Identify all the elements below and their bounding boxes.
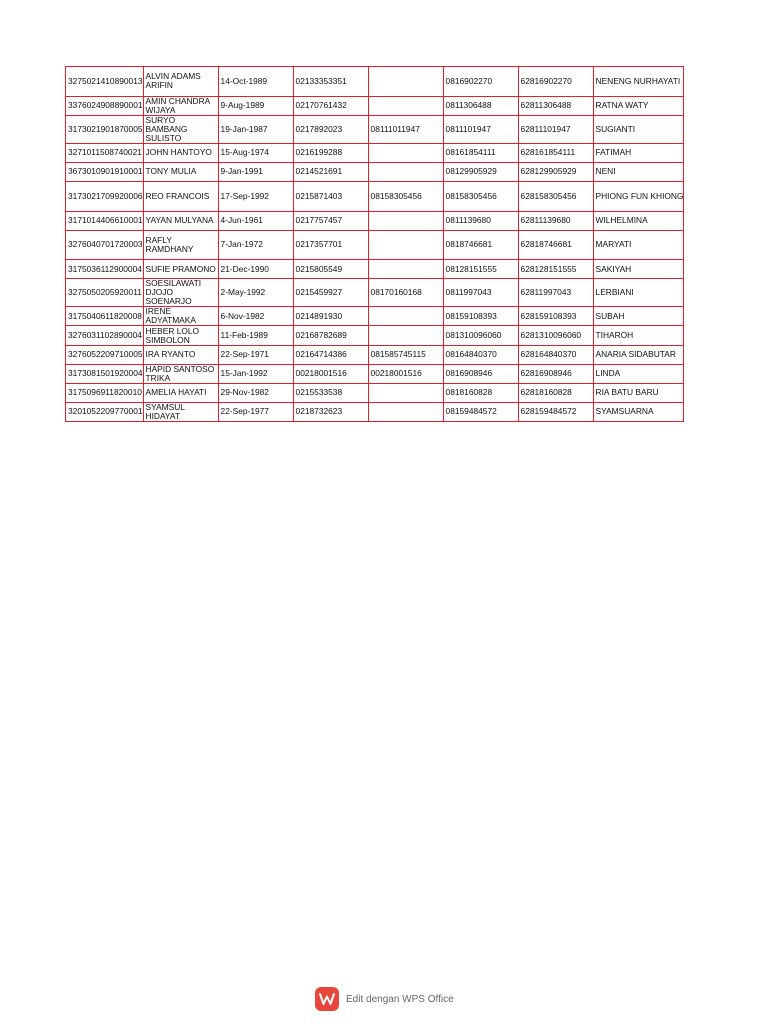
table-row xyxy=(66,345,684,364)
cell-name: YAYAN MULYANA xyxy=(143,211,218,230)
cell-mother-name: SYAMSUARNA xyxy=(593,402,684,421)
cell-birth-date: 17-Sep-1992 xyxy=(218,181,293,211)
w-glyph-icon xyxy=(319,992,335,1006)
cell-phone-home: 00218001516 xyxy=(293,364,368,383)
cell-mobile: 081310096060 xyxy=(443,326,518,345)
cell-mother-name: PHIONG FUN KHIONG xyxy=(593,181,684,211)
cell-name: AMIN CHANDRA WIJAYA xyxy=(143,96,218,115)
table-row xyxy=(66,402,684,421)
cell-mother-name: RATNA WATY xyxy=(593,96,684,115)
cell-mother-name: SAKIYAH xyxy=(593,260,684,279)
table-row xyxy=(66,67,684,97)
cell-mobile-intl: 628158305456 xyxy=(518,181,593,211)
cell-name: SYAMSUL HIDAYAT xyxy=(143,402,218,421)
cell-phone-office xyxy=(368,230,443,260)
cell-phone-home: 02164714386 xyxy=(293,345,368,364)
cell-phone-office xyxy=(368,383,443,402)
cell-nik: 3171014406610001 xyxy=(66,211,144,230)
cell-name: IRENE ADYATMAKA xyxy=(143,307,218,326)
cell-mother-name: FATIMAH xyxy=(593,143,684,162)
cell-name: SUFIE PRAMONO xyxy=(143,260,218,279)
cell-name: IRA RYANTO xyxy=(143,345,218,364)
cell-name: JOHN HANTOYO xyxy=(143,143,218,162)
cell-mother-name: ANARIA SIDABUTAR xyxy=(593,345,684,364)
table-row xyxy=(66,383,684,402)
cell-mobile-intl: 62811306488 xyxy=(518,96,593,115)
table-row xyxy=(66,162,684,181)
cell-name: SOESILAWATI DJOJO SOENARJO xyxy=(143,279,218,307)
cell-nik: 3276031102890004 xyxy=(66,326,144,345)
cell-birth-date: 19-Jan-1987 xyxy=(218,115,293,143)
table-row xyxy=(66,230,684,260)
cell-birth-date: 15-Jan-1992 xyxy=(218,364,293,383)
cell-nik: 3276040701720003 xyxy=(66,230,144,260)
cell-phone-office xyxy=(368,162,443,181)
cell-name: TONY MULIA xyxy=(143,162,218,181)
cell-birth-date: 4-Jun-1961 xyxy=(218,211,293,230)
cell-mobile-intl: 628159108393 xyxy=(518,307,593,326)
cell-mobile-intl: 62811101947 xyxy=(518,115,593,143)
cell-phone-home: 02133353351 xyxy=(293,67,368,97)
table-row xyxy=(66,279,684,307)
cell-mobile-intl: 62816902270 xyxy=(518,67,593,97)
cell-phone-home: 0214891930 xyxy=(293,307,368,326)
cell-mobile-intl: 62818160828 xyxy=(518,383,593,402)
cell-mother-name: SUGIANTI xyxy=(593,115,684,143)
cell-phone-home: 02168782689 xyxy=(293,326,368,345)
cell-name: RAFLY RAMDHANY xyxy=(143,230,218,260)
cell-birth-date: 22-Sep-1977 xyxy=(218,402,293,421)
cell-phone-home: 0215533538 xyxy=(293,383,368,402)
cell-birth-date: 29-Nov-1982 xyxy=(218,383,293,402)
table-row xyxy=(66,96,684,115)
cell-birth-date: 9-Jan-1991 xyxy=(218,162,293,181)
cell-mobile: 08159484572 xyxy=(443,402,518,421)
cell-phone-home: 0215871403 xyxy=(293,181,368,211)
cell-mobile: 08164840370 xyxy=(443,345,518,364)
cell-name: HEBER LOLO SIMBOLON xyxy=(143,326,218,345)
cell-phone-office xyxy=(368,402,443,421)
cell-name: ALVIN ADAMS ARIFIN xyxy=(143,67,218,97)
cell-phone-office xyxy=(368,96,443,115)
cell-mobile: 0811997043 xyxy=(443,279,518,307)
cell-mobile-intl: 628159484572 xyxy=(518,402,593,421)
data-table xyxy=(65,66,684,422)
table-row xyxy=(66,326,684,345)
cell-nik: 3275021410890013 xyxy=(66,67,144,97)
cell-mobile-intl: 6281310096060 xyxy=(518,326,593,345)
cell-nik: 3376024908890001 xyxy=(66,96,144,115)
cell-name: AMELIA HAYATI xyxy=(143,383,218,402)
cell-nik: 3175036112900004 xyxy=(66,260,144,279)
cell-phone-office xyxy=(368,211,443,230)
cell-nik: 3175040611820008 xyxy=(66,307,144,326)
cell-mother-name: RIA BATU BARU xyxy=(593,383,684,402)
cell-nik: 3276052209710005 xyxy=(66,345,144,364)
cell-phone-home: 0218732623 xyxy=(293,402,368,421)
cell-mobile-intl: 62816908946 xyxy=(518,364,593,383)
cell-mother-name: LINDA xyxy=(593,364,684,383)
cell-nik: 3271011508740021 xyxy=(66,143,144,162)
cell-birth-date: 6-Nov-1982 xyxy=(218,307,293,326)
cell-mobile: 0816908946 xyxy=(443,364,518,383)
cell-mother-name: TIHAROH xyxy=(593,326,684,345)
cell-mobile: 0818160828 xyxy=(443,383,518,402)
table-row xyxy=(66,143,684,162)
cell-phone-home: 0216199288 xyxy=(293,143,368,162)
cell-phone-home: 0214521691 xyxy=(293,162,368,181)
cell-birth-date: 15-Aug-1974 xyxy=(218,143,293,162)
cell-nik: 3173081501920004 xyxy=(66,364,144,383)
cell-mobile: 08128151555 xyxy=(443,260,518,279)
cell-phone-home: 0215459927 xyxy=(293,279,368,307)
cell-mobile: 0818746681 xyxy=(443,230,518,260)
cell-phone-office xyxy=(368,143,443,162)
cell-nik: 3275050205920011 xyxy=(66,279,144,307)
cell-mother-name: NENI xyxy=(593,162,684,181)
table-row xyxy=(66,211,684,230)
cell-mobile: 0811101947 xyxy=(443,115,518,143)
cell-name: REO FRANCOIS xyxy=(143,181,218,211)
cell-nik: 3175096911820010 xyxy=(66,383,144,402)
cell-birth-date: 11-Feb-1989 xyxy=(218,326,293,345)
cell-mobile: 08159108393 xyxy=(443,307,518,326)
cell-mobile: 08158305456 xyxy=(443,181,518,211)
cell-phone-home: 0217357701 xyxy=(293,230,368,260)
cell-phone-office: 081585745115 xyxy=(368,345,443,364)
cell-mobile: 08161854111 xyxy=(443,143,518,162)
cell-phone-office xyxy=(368,307,443,326)
cell-mobile: 08129905929 xyxy=(443,162,518,181)
cell-phone-office xyxy=(368,67,443,97)
cell-mother-name: NENENG NURHAYATI xyxy=(593,67,684,97)
cell-phone-office: 08111011947 xyxy=(368,115,443,143)
cell-phone-home: 0215805549 xyxy=(293,260,368,279)
cell-nik: 3673010901910001 xyxy=(66,162,144,181)
cell-birth-date: 22-Sep-1971 xyxy=(218,345,293,364)
table-row xyxy=(66,260,684,279)
cell-birth-date: 21-Dec-1990 xyxy=(218,260,293,279)
cell-mother-name: LERBIANI xyxy=(593,279,684,307)
cell-birth-date: 14-Oct-1989 xyxy=(218,67,293,97)
table-row xyxy=(66,364,684,383)
cell-phone-office: 08158305456 xyxy=(368,181,443,211)
table-row xyxy=(66,115,684,143)
cell-name: HAPID SANTOSO TRIKA xyxy=(143,364,218,383)
cell-mother-name: SUBAH xyxy=(593,307,684,326)
cell-mobile-intl: 628129905929 xyxy=(518,162,593,181)
cell-birth-date: 2-May-1992 xyxy=(218,279,293,307)
cell-phone-home: 02170761432 xyxy=(293,96,368,115)
cell-mobile-intl: 628164840370 xyxy=(518,345,593,364)
cell-mother-name: WILHELMINA xyxy=(593,211,684,230)
cell-phone-office xyxy=(368,326,443,345)
cell-mobile: 0816902270 xyxy=(443,67,518,97)
cell-phone-office: 08170160168 xyxy=(368,279,443,307)
cell-phone-home: 0217757457 xyxy=(293,211,368,230)
cell-mobile: 0811139680 xyxy=(443,211,518,230)
cell-mobile-intl: 628161854111 xyxy=(518,143,593,162)
cell-nik: 3201052209770001 xyxy=(66,402,144,421)
cell-nik: 3173021709920006 xyxy=(66,181,144,211)
table-row xyxy=(66,181,684,211)
wps-logo-icon xyxy=(315,987,339,1011)
cell-phone-home: 0217892023 xyxy=(293,115,368,143)
cell-name: SURYO BAMBANG SULISTO xyxy=(143,115,218,143)
table-body xyxy=(66,67,684,422)
footer-text: Edit dengan WPS Office xyxy=(346,993,454,1005)
wps-footer[interactable] xyxy=(315,987,454,1011)
cell-mobile: 0811306488 xyxy=(443,96,518,115)
cell-mobile-intl: 62811997043 xyxy=(518,279,593,307)
cell-phone-office: 00218001516 xyxy=(368,364,443,383)
cell-mobile-intl: 628128151555 xyxy=(518,260,593,279)
cell-mobile-intl: 62811139680 xyxy=(518,211,593,230)
cell-mobile-intl: 62818746681 xyxy=(518,230,593,260)
cell-phone-office xyxy=(368,260,443,279)
cell-mother-name: MARYATI xyxy=(593,230,684,260)
cell-nik: 3173021901870005 xyxy=(66,115,144,143)
table-row xyxy=(66,307,684,326)
cell-birth-date: 9-Aug-1989 xyxy=(218,96,293,115)
cell-birth-date: 7-Jan-1972 xyxy=(218,230,293,260)
